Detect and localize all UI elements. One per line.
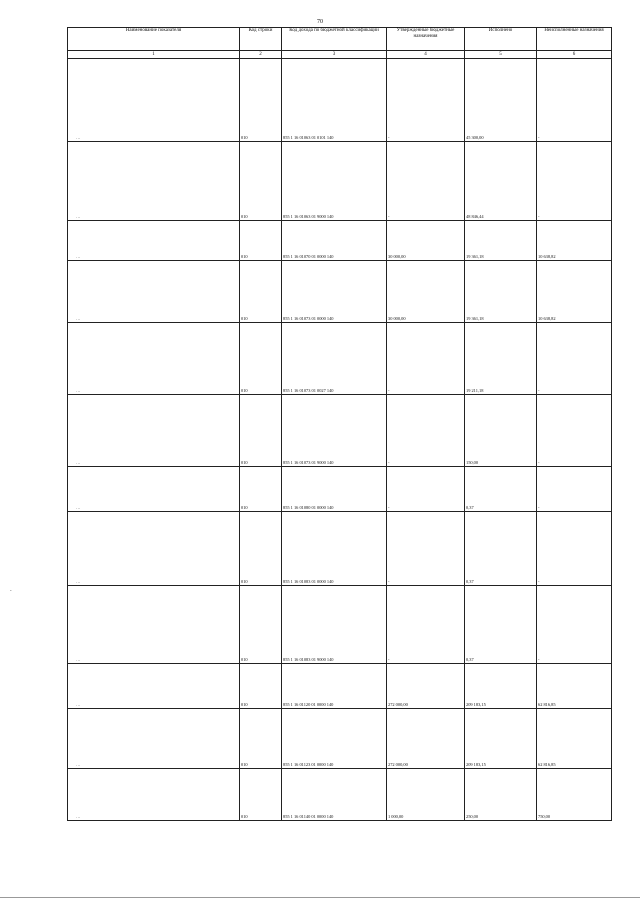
row-approved: 30 000,00	[387, 261, 465, 323]
income-table	[67, 27, 612, 821]
row-line-code: 010	[240, 395, 282, 467]
row-income-code: 855 1 16 01140 01 0000 140	[282, 769, 387, 821]
row-income-code: 855 1 16 01120 01 0000 140	[282, 664, 387, 709]
row-unexecuted: -	[537, 59, 612, 142]
table-row	[68, 769, 612, 821]
row-income-code: 855 1 16 01073 01 9000 140	[282, 395, 387, 467]
row-line-code: 010	[240, 221, 282, 261]
row-line-code: 010	[240, 664, 282, 709]
row-executed: 209 183,15	[465, 664, 537, 709]
row-unexecuted: -	[537, 586, 612, 664]
column-number-row	[68, 51, 612, 59]
row-name	[68, 664, 240, 709]
row-income-code: 855 1 16 01073 01 0027 140	[282, 323, 387, 395]
row-income-code: 855 1 16 01070 01 0000 140	[282, 221, 387, 261]
row-name-text: …	[76, 460, 81, 466]
row-name-text: …	[76, 254, 81, 260]
row-name-text: …	[76, 579, 81, 585]
column-number: 3	[282, 51, 387, 59]
row-income-code: 855 1 16 01080 01 0000 140	[282, 467, 387, 512]
header-name: Наименование показателя	[68, 28, 240, 51]
column-number: 5	[465, 51, 537, 59]
row-line-code: 010	[240, 512, 282, 586]
column-number: 1	[68, 51, 240, 59]
column-number: 4	[387, 51, 465, 59]
row-name-text: …	[76, 505, 81, 511]
row-income-code: 855 1 16 01073 01 0000 140	[282, 261, 387, 323]
row-income-code: 855 1 16 01083 01 9000 140	[282, 586, 387, 664]
row-executed: 250,00	[465, 769, 537, 821]
row-income-code: 855 1 16 01123 01 0000 140	[282, 709, 387, 769]
header-row	[68, 28, 612, 51]
row-name	[68, 59, 240, 142]
row-line-code: 010	[240, 586, 282, 664]
row-name-text: …	[76, 135, 81, 141]
row-unexecuted: -	[537, 323, 612, 395]
row-line-code: 010	[240, 709, 282, 769]
row-line-code: 010	[240, 769, 282, 821]
row-name-text: …	[76, 316, 81, 322]
row-unexecuted: -	[537, 512, 612, 586]
row-executed: 48 846,44	[465, 142, 537, 221]
column-number: 2	[240, 51, 282, 59]
row-approved: -	[387, 59, 465, 142]
row-name-text: …	[76, 814, 81, 820]
table-row	[68, 323, 612, 395]
row-name	[68, 586, 240, 664]
row-executed: 0,37	[465, 512, 537, 586]
row-line-code: 010	[240, 467, 282, 512]
row-executed: 45 300,00	[465, 59, 537, 142]
page-number: 70	[317, 19, 323, 25]
table-row	[68, 709, 612, 769]
row-approved: -	[387, 586, 465, 664]
row-unexecuted: 750,00	[537, 769, 612, 821]
row-approved: -	[387, 323, 465, 395]
row-name	[68, 512, 240, 586]
row-executed: 19 361,18	[465, 221, 537, 261]
row-executed: 0,37	[465, 467, 537, 512]
header-approved: Утвержденные бюджетные назначения	[387, 28, 465, 51]
row-approved: -	[387, 512, 465, 586]
row-name	[68, 142, 240, 221]
row-line-code: 010	[240, 59, 282, 142]
row-name	[68, 769, 240, 821]
header-line-code: Код строки	[240, 28, 282, 51]
row-executed: 19 361,18	[465, 261, 537, 323]
row-income-code: 855 1 16 01063 01 0101 140	[282, 59, 387, 142]
row-name	[68, 323, 240, 395]
table-row	[68, 395, 612, 467]
table-row	[68, 59, 612, 142]
table-row	[68, 261, 612, 323]
row-name-text: …	[76, 762, 81, 768]
row-unexecuted: -	[537, 142, 612, 221]
row-executed: 0,37	[465, 586, 537, 664]
row-approved: -	[387, 395, 465, 467]
row-unexecuted: 62 816,85	[537, 664, 612, 709]
table-row	[68, 142, 612, 221]
row-approved: 272 000,00	[387, 664, 465, 709]
row-executed: 19 211,18	[465, 323, 537, 395]
table-row	[68, 586, 612, 664]
row-unexecuted: -	[537, 467, 612, 512]
table-row	[68, 512, 612, 586]
row-approved: 30 000,00	[387, 221, 465, 261]
row-name-text: …	[76, 657, 81, 663]
header-executed: Исполнено	[465, 28, 537, 51]
row-executed: 150,00	[465, 395, 537, 467]
row-line-code: 010	[240, 142, 282, 221]
row-approved: 1 000,00	[387, 769, 465, 821]
row-name-text: …	[76, 388, 81, 394]
row-unexecuted: 10 638,82	[537, 221, 612, 261]
header-unexecuted: Неисполненные назначения	[537, 28, 612, 51]
row-approved: -	[387, 467, 465, 512]
row-unexecuted: 10 638,82	[537, 261, 612, 323]
table-row	[68, 221, 612, 261]
header-income-code: Код дохода по бюджетной классификации	[282, 28, 387, 51]
row-income-code: 855 1 16 01083 01 0000 140	[282, 512, 387, 586]
row-executed: 209 183,15	[465, 709, 537, 769]
row-approved: -	[387, 142, 465, 221]
row-income-code: 855 1 16 01063 01 9000 140	[282, 142, 387, 221]
column-number: 6	[537, 51, 612, 59]
table-row	[68, 467, 612, 512]
row-approved: 272 000,00	[387, 709, 465, 769]
row-name-text: …	[76, 702, 81, 708]
row-name-text: …	[76, 214, 81, 220]
row-name	[68, 395, 240, 467]
report-sheet	[67, 27, 611, 821]
row-unexecuted: -	[537, 395, 612, 467]
row-name	[68, 221, 240, 261]
row-line-code: 010	[240, 261, 282, 323]
row-name	[68, 709, 240, 769]
row-name	[68, 467, 240, 512]
row-name	[68, 261, 240, 323]
page-bottom-rule	[0, 897, 640, 898]
table-row	[68, 664, 612, 709]
margin-mark: .	[10, 585, 12, 593]
row-unexecuted: 62 816,85	[537, 709, 612, 769]
row-line-code: 010	[240, 323, 282, 395]
